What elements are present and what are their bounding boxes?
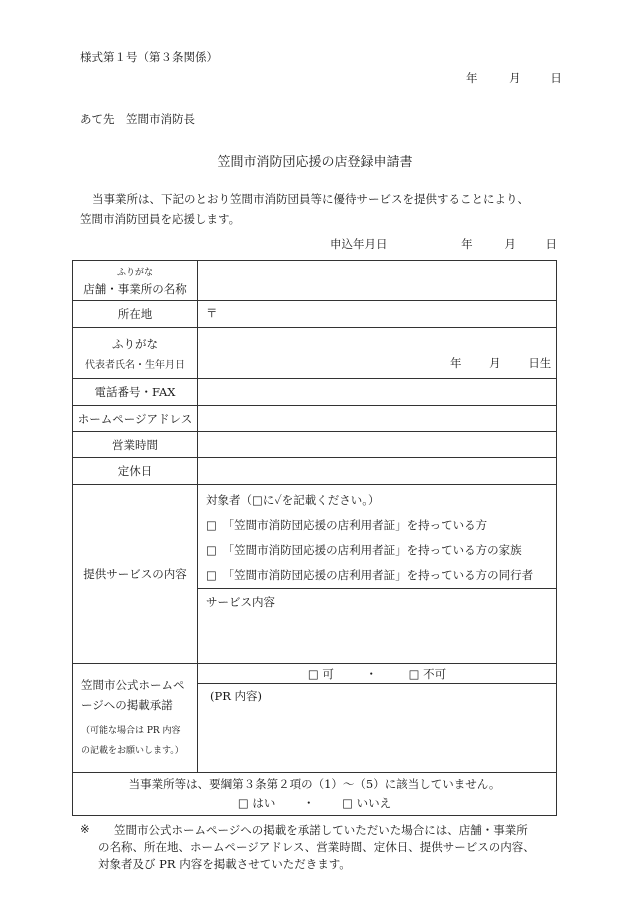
date-month: 月 <box>509 71 521 85</box>
row-representative <box>73 328 557 379</box>
homepage-field[interactable] <box>198 406 557 432</box>
postal-mark: 〒 <box>206 306 218 320</box>
submission-date <box>466 70 562 86</box>
phone-label: 電話番号・FAX <box>73 379 198 406</box>
target-option-family[interactable]: □ 「笠間市消防団応援の店利用者証」を持っている方の家族 <box>206 543 522 557</box>
service-content-label: サービス内容 <box>206 595 275 609</box>
target-heading: 対象者（□に✓を記載ください。） <box>206 493 380 507</box>
target-cell <box>198 485 557 589</box>
registration-form-table <box>72 260 557 816</box>
declaration-cell <box>73 773 557 816</box>
publish-label-2: ージへの掲載承諾 <box>81 698 173 712</box>
date-year: 年 <box>466 71 478 85</box>
pr-content-field[interactable] <box>198 684 557 773</box>
publish-note-2: の記載をお願いします。） <box>81 746 184 756</box>
birth-month: 月 <box>489 356 501 370</box>
publish-label-1: 笠間市公式ホームペ <box>81 678 185 692</box>
pr-label: (PR 内容) <box>210 689 263 703</box>
rep-furigana: ふりがな <box>112 336 158 351</box>
intro-line-1: 当事業所は、下記のとおり笠間市消防団員等に優待サービスを提供することにより、 <box>92 192 529 206</box>
footnote-line-1: 笠間市公式ホームページへの掲載を承諾していただいた場合には、店舗・事業所 <box>114 823 528 837</box>
decl-yes-option[interactable]: □ はい <box>237 796 276 810</box>
row-store-name <box>73 261 557 301</box>
store-name-label-cell <box>73 261 198 301</box>
address-field[interactable] <box>198 301 557 328</box>
rep-label-cell <box>73 328 198 379</box>
declaration-text: 当事業所等は、要綱第３条第２項の（1）～（5）に該当していません。 <box>128 777 501 791</box>
apply-day: 日 <box>545 237 557 251</box>
page-title: 笠間市消防団応援の店登録申請書 <box>217 155 413 170</box>
store-name-field[interactable] <box>198 261 557 301</box>
service-label: 提供サービスの内容 <box>73 485 198 664</box>
apply-month: 月 <box>504 237 516 251</box>
row-target <box>73 485 557 589</box>
row-declaration <box>73 773 557 816</box>
publish-note-1: （可能な場合は PR 内容 <box>81 726 181 736</box>
decl-no-option[interactable]: □ いいえ <box>342 796 392 810</box>
apply-date-label: 申込年月日 <box>330 237 388 251</box>
holiday-label: 定休日 <box>73 458 198 485</box>
intro-line-2: 笠間市消防団員を応援します。 <box>80 212 241 226</box>
birth-day: 日生 <box>528 356 552 370</box>
publish-ok-option[interactable]: □ 可 <box>307 666 334 681</box>
address-label: 所在地 <box>73 301 198 328</box>
apply-date <box>330 236 557 252</box>
row-hours <box>73 432 557 458</box>
holiday-field[interactable] <box>198 458 557 485</box>
hours-label: 営業時間 <box>73 432 198 458</box>
footnote-line-2: の名称、所在地、ホームページアドレス、営業時間、定休日、提供サービスの内容、 <box>98 840 535 854</box>
publish-consent-field <box>198 664 557 684</box>
date-day: 日 <box>550 71 562 85</box>
rep-label: 代表者氏名・生年月日 <box>85 359 185 371</box>
hours-field[interactable] <box>198 432 557 458</box>
birth-year: 年 <box>450 356 462 370</box>
decl-separator: ・ <box>303 796 315 810</box>
homepage-label: ホームページアドレス <box>73 406 198 432</box>
publish-ng-option[interactable]: □ 不可 <box>408 666 447 681</box>
store-name-label: 店舗・事業所の名称 <box>83 281 187 296</box>
row-phone <box>73 379 557 406</box>
form-number: 様式第１号（第３条関係） <box>80 50 218 64</box>
declaration-options <box>73 794 556 813</box>
row-publish-consent <box>73 664 557 684</box>
phone-field[interactable] <box>198 379 557 406</box>
target-option-companion[interactable]: □ 「笠間市消防団応援の店利用者証」を持っている方の同行者 <box>206 568 534 582</box>
footnote-line-3: 対象者及び PR 内容を掲載させていただきます。 <box>98 857 351 871</box>
row-homepage <box>73 406 557 432</box>
service-content-field[interactable] <box>198 589 557 664</box>
birth-date <box>198 355 556 371</box>
furigana-small: ふりがな <box>116 267 153 278</box>
row-address <box>73 301 557 328</box>
target-option-cardholder[interactable]: □ 「笠間市消防団応援の店利用者証」を持っている方 <box>206 518 488 532</box>
rep-field[interactable] <box>198 328 557 379</box>
footnote-mark: ※ <box>80 822 90 836</box>
row-holiday <box>73 458 557 485</box>
publish-label-cell <box>73 664 198 773</box>
apply-year: 年 <box>461 237 473 251</box>
addressee: あて先 笠間市消防長 <box>80 112 195 126</box>
publish-separator: ・ <box>365 666 377 681</box>
